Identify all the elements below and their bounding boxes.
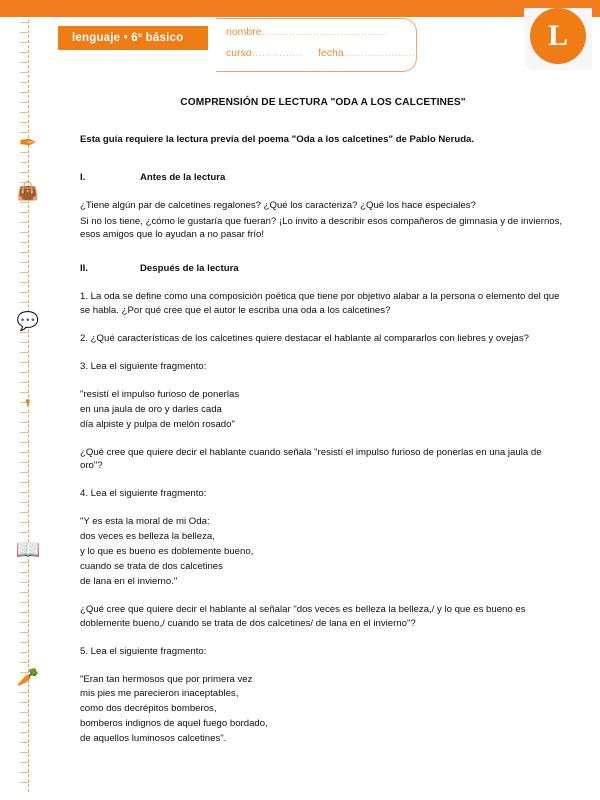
field-nombre-line: ..................................... [261,26,389,38]
quote-3-line-1: "resistí el impulso furioso de ponerlas [80,388,240,400]
quote-4-line-2: dos veces es belleza la belleza, [80,531,215,543]
quote-5-line-5: de aquellos luminosos calcetines". [80,733,227,745]
page-title: COMPRENSIÓN DE LECTURA "ODA A LOS CALCETINES" [180,97,466,108]
quote-5 [80,673,566,747]
quote-5-line-2: mis pies me parecieron inaceptables, [80,688,239,700]
worksheet-body [58,78,588,760]
section-1-paragraph-1: ¿Tiene algún par de calcetines regalones? ¿Qué los caracteriza? ¿Qué los hace especiales? [80,199,476,211]
field-fecha-label: fecha [318,47,344,59]
question-3: ¿Qué cree que quiere decir el hablante cuando señala "resistí el impulso furioso de ponerlas en una jaula de oro"? [80,446,542,472]
question-1: 1. La oda se define como una composición poética que tiene por objetivo alabar a la persona o elemento del que se habla. ¿Por qué cree que el autor le escriba una oda a los calcetines? [80,291,560,317]
quote-5-line-4: bomberos indignos de aquel fuego bordado, [80,718,268,730]
field-nombre-label: nombre [226,26,262,38]
quote-4-line-3: y lo que es bueno es doblemente bueno, [80,546,254,558]
section-1-paragraph-2: Si no los tiene, ¿cómo le gustaría que fueran? ¡Lo invito a describir esos compañeros de gimnasia y de inviernos, esos amigos que lo ayudan a no pasar frío! [80,215,563,241]
rail-top-orange-block [0,0,58,17]
section-heading-despues [80,262,566,276]
quote-5-line-1: "Eran tan hermosos que por primera vez [80,673,253,685]
field-nombre[interactable] [226,26,388,38]
quote-3 [80,388,566,432]
left-decorative-rail [0,0,58,800]
bag-icon: 👜 [16,181,40,201]
quote-4 [80,515,566,589]
question-2: 2. ¿Qué características de los calcetines quiere destacar el hablante al compararlos con liebres y ovejas? [80,333,530,345]
intro-paragraph: Esta guía requiere la lectura previa del poema "Oda a los calcetines" de Pablo Neruda. [80,133,475,145]
speech-bubble-icon: 💬 [16,311,40,331]
field-curso-line: ............... [251,47,303,59]
pen-icon: ✒ [18,130,38,155]
subject-tab: lenguaje • 6º básico [58,26,208,50]
question-4-lead: 4. Lea el siguiente fragmento: [80,488,207,500]
section-1-number: I. [80,171,86,183]
quote-4-line-5: de lana en el invierno." [80,575,178,587]
question-5-lead: 5. Lea el siguiente fragmento: [80,645,207,657]
header-orange-band [58,0,600,17]
section-2-label: Después de la lectura [140,263,239,275]
field-curso-label: curso [226,47,252,59]
book-icon: 📖 [15,539,41,561]
question-4: ¿Qué cree que quiere decir el hablante al señalar "dos veces es belleza la belleza,/ y lo que es bueno es doblemente bueno,/ cuando se trata de dos calcetines/ de lana en el invierno"? [80,603,526,629]
field-fecha-line: ...................... [343,47,419,59]
section-2-number: II. [80,263,88,275]
quote-5-line-3: como dos decrépitos bomberos, [80,703,217,715]
comma-icon: ❜ [24,397,32,419]
field-curso[interactable] [226,47,303,59]
quote-4-line-1: "Y es esta la moral de mi Oda: [80,516,210,528]
question-3-lead: 3. Lea el siguiente fragmento: [80,360,207,372]
carrot-icon: 🥕 [16,667,40,687]
logo-badge: L [530,8,586,64]
quote-3-line-2: en una jaula de oro y darles cada [80,403,222,415]
section-heading-antes [80,171,566,185]
quote-4-line-4: cuando se trata de dos calcetines [80,561,223,572]
section-1-label: Antes de la lectura [140,171,226,183]
field-fecha[interactable] [318,47,419,59]
quote-3-line-3: día alpiste y pulpa de melón rosado" [80,418,235,430]
